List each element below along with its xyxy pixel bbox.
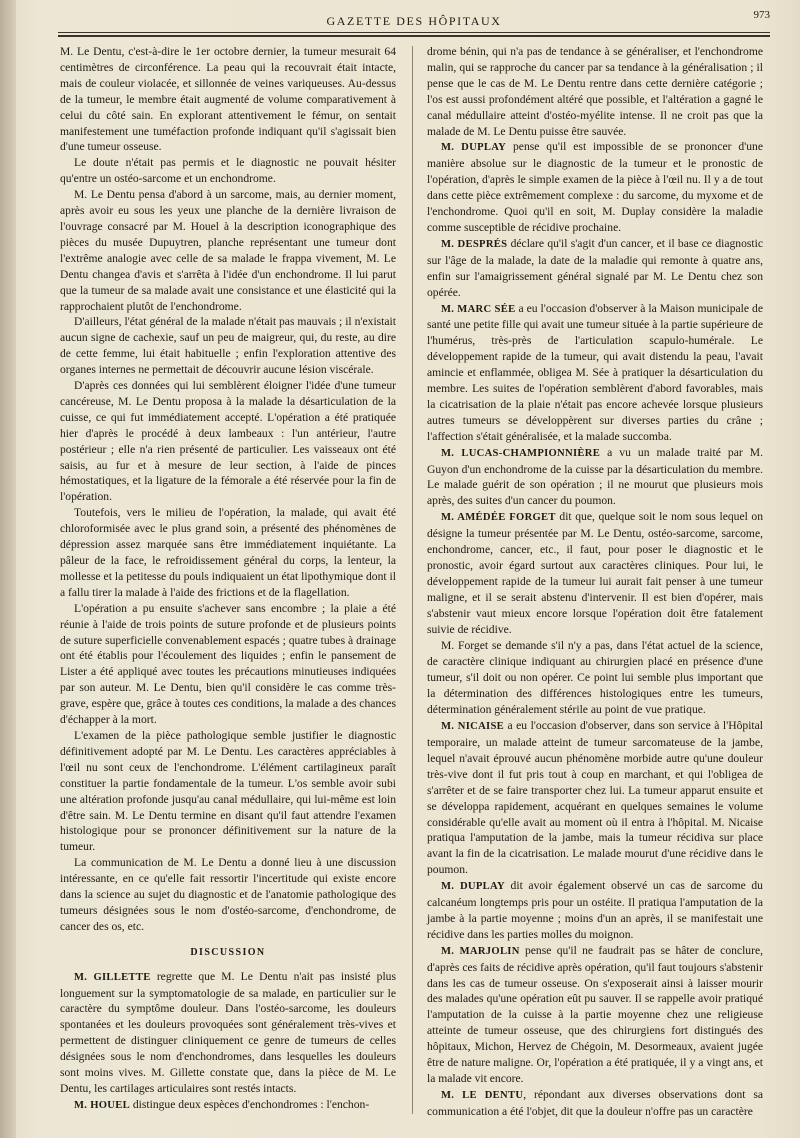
header-rule-thick [58,35,770,37]
discussion-entry [427,1087,763,1120]
discussion-entry [427,139,763,235]
discussion-entry [427,301,763,445]
page-number: 973 [753,9,770,21]
speaker-name: M. LUCAS-CHAMPIONNIÈRE [441,447,601,459]
discussion-heading: DISCUSSION [190,946,266,958]
speaker-text: a eu l'occasion d'observer, dans son service à l'Hôpital temporaire, un malade atteint de tumeur sarcomateuse de la jambe, lequel n'avait éprouvé aucun phénomène morbide autre qu'une douleur très-vive dont il fut pris tout à coup en marchant, et qui l'obligea de s'arrêter et de se faire transporter chez lui. La tumeur apparut ensuite et se développa rapidement, acquérant en quelques semaines le volume considérable qu'elle avait au moment où il entra à l'hôpital. M. Nicaise pratiqua l'amputation de la jambe, mais la tumeur récidiva sur place avant la fin de la cicatrisation. Le malade mourut d'une récidive dans le poumon. [427,719,764,877]
paragraph: D'après ces données qui lui semblèrent éloigner l'idée d'une tumeur cancéreuse, M. Le Dentu proposa à la malade la désarticulation de la cuisse, ce qui fut immédiatement accepté. L'opération a été pratiquée hier d'après le procédé à deux lambeaux : l'un antérieur, l'autre postérieur ; elle n'a rien présenté de particulier. Les vaisseaux ont été saisis, au fur et à mesure de leur section, à l'aide de pinces hémostatiques, et la ligature de la fémorale a été réservée pour la fin de l'opération. [60,379,396,504]
speaker-text: dit que, quelque soit le nom sous lequel on désigne la tumeur présentée par M. Le Dentu, ostéo-sarcome, sarcome, enchondrome, cancer, etc., il faut, pour poser le diagnostic et le pronostic, avoir égard surtout aux caractères cliniques. Pour lui, le développement rapide de la tumeur lui aurait fait penser à une tumeur maligne, et il se serait abstenu d'intervenir. Il est bien d'opérer, mais s'abstenir vaut mieux encore lorsque l'opération doit être fatalement suivie de récidive. [427,510,764,636]
speaker-text: pense qu'il est impossible de se prononcer d'une manière absolue sur le diagnostic de la tumeur et le pronostic de l'opération, d'après le simple examen de la pièce à l'œil nu. Il y a de tout dans cette pièce extrêmement complexe : du sarcome, du myxome et de l'enchondrome. Quoi qu'il en soit, M. Duplay considère la maladie comme susceptible de récidive prochaine. [427,140,763,234]
speaker-text: dit avoir également observé un cas de sarcome du calcanéum longtemps pris pour un ostéite. Il pratiqua l'amputation de la jambe à la partie moyenne ; moins d'un an après, il se manifestait une récidive dans les parties molles du moignon. [427,879,763,941]
speaker-text: pense qu'il ne faudrait pas se hâter de conclure, d'après ces faits de récidive après opération, qu'il faut toujours s'abstenir dans les cas de tumeur osseuse. On s'exposerait ainsi à laisser mourir des malades qu'une opération eût pu sauver. Il se rappelle avoir pratiqué l'amputation de la cuisse à la partie moyenne chez une religieuse atteinte de tumeur osseuse, que des chirurgiens fort distingués des hôpitaux, Michon, Hervez de Chégoin, M. Desormeaux, avaient jugée être de nature maligne. Or, l'opération a été pratiquée, il y a vingt ans, et la malade vit encore. [427,943,763,1085]
speaker-name: M. DUPLAY [441,881,505,893]
discussion-entry [60,969,396,1097]
running-title: GAZETTE DES HÔPITAUX [326,14,502,28]
paragraph: D'ailleurs, l'état général de la malade n'était pas mauvais ; il n'existait aucun signe de cachexie, sauf un peu de maigreur, qui, du reste, au dire de cette femme, lui était habituelle ; enfin l'exploration attentive des organes internes ne permettait de découvrir aucune lésion viscérale. [60,315,396,377]
discussion-entry [427,445,763,510]
speaker-name: M. AMÉDÉE FORGET [441,512,556,524]
discussion-entry [427,943,763,1087]
header-rule [58,32,770,33]
speaker-text: déclare qu'il s'agit d'un cancer, et il base ce diagnostic sur l'âge de la malade, la date de la maladie qui remonte à quatre ans, enfin sur l'amaigrissement général signalé par M. Le Dentu chez son opérée. [427,236,763,299]
speaker-text: distingue deux espèces d'enchondromes : l'enchon- [129,1097,370,1111]
paragraph: Toutefois, vers le milieu de l'opération, la malade, qui avait été chloroformisée avec le plus grand soin, a présenté des phénomènes de dépression assez marquée sans être immédiatement inquiétante. La pâleur de la face, le refroidissement général du corps, la lenteur, la mollesse et la petitesse du pouls indiquaient un état lipothymique dont il a fallu tirer la malade à l'aide des frictions et de la flagellation. [60,506,396,599]
paragraph: M. Le Dentu pensa d'abord à un sarcome, mais, au dernier moment, après avoir eu sous les yeux une planche de la dernière livraison de l'ouvrage consacré par M. Houel à la description iconographique des pièces du musée Dupuytren, planche représentant une tumeur dont l'extrême analogie avec celle de sa malade le frappa vivement, M. Le Dentu changea d'avis et s'arrêta à l'idée d'un enchondrome. Il lui parut que la tumeur de sa malade avait une consistance et une élasticité qui la rapprochaient plutôt de l'enchondrome. [60,188,396,313]
page-binding-shadow [0,0,16,1138]
speaker-name: M. MARJOLIN [441,945,520,957]
speaker-name: M. GILLETTE [74,971,151,983]
speaker-text: a eu l'occasion d'observer à la Maison municipale de santé une petite fille qui avait une tumeur située à la partie supérieure de l'humérus, très-près de l'articulation scapulo-humérale. Le développement rapide de la tumeur, qui avait distendu la peau, l'avait amincie et enflammée, obligea M. Sée à pratiquer la désarticulation du membre. Les suites de l'opération semblèrent d'abord favorables, mais la cicatrisation de la plaie n'était pas encore achevée lorsque plusieurs autres tumeurs se développèrent sur diverses parties du crâne ; l'affection s'était généralisée, et la malade succomba. [427,301,764,443]
paragraph: La communication de M. Le Dentu a donné lieu à une discussion intéressante, en ce qu'elle fait ressortir l'incertitude qui existe encore dans la science au sujet du diagnostic et de l'anatomie pathologique des tumeurs désignées sous le nom d'ostéo-sarcome, d'enchondrome, de cancer des os, etc. [60,856,396,933]
left-column [60,44,396,1114]
paragraph: L'opération a pu ensuite s'achever sans encombre ; la plaie a été réunie à l'aide de trois points de suture profonde et de plusieurs points de suture superficielle convenablement espacés ; quatre tubes à drainage ont été établis pour l'écoulement des liquides ; enfin le pansement de Lister a été appliqué avec toutes les précautions minutieuses indiquées par son auteur. M. Le Dentu, bien qu'il considère le cas comme très-grave, espère que, grâce à toutes ces conditions, la malade a des chances d'échapper à la mort. [60,601,396,727]
paragraph: L'examen de la pièce pathologique semble justifier le diagnostic définitivement adopté par M. Le Dentu. Les caractères appréciables à l'œil nu sont ceux de l'enchondrome. L'élément cartilagineux paraît constituer la partie fondamentale de la tumeur. L'os semble avoir subi une altération profonde jusqu'au canal médullaire, qui lui-même est loin d'être sain. M. Le Dentu termine en disant qu'il faut attendre l'examen histologique pour se prononcer définitivement sur la nature de la tumeur. [60,728,396,854]
discussion-entry [60,1097,396,1114]
speaker-name: M. DESPRÉS [441,238,508,250]
speaker-name: M. NICAISE [441,721,505,733]
discussion-entry [427,878,763,943]
speaker-name: M. MARC SÉE [441,303,516,315]
discussion-entry [427,638,763,719]
speaker-text: regrette que M. Le Dentu n'ait pas insisté plus longuement sur la symptomatologie de sa malade, en particulier sur le caractère du symptôme douleur. Dans l'ostéo-sarcome, les douleurs spontanées et les douleurs provoquées sont généralement très-vives et permettent de distinguer cliniquement ce genre de tumeurs de celles désignées sous le nom d'enchondromes, dans lesquelles les douleurs sont moins vives. M. Gillette constate que, dans la pièce de M. Le Dentu, les cartilages articulaires sont restés intacts. [60,969,396,1095]
discussion-entry [427,509,763,637]
speaker-text: a vu un malade traité par M. Guyon d'un enchondrome de la cuisse par la désarticulation du membre. Le malade guérit de son opération ; il ne mourut que plusieurs mois après, des suites d'un cancer du poumon. [427,445,763,508]
speaker-name: M. HOUEL [74,1099,130,1111]
paragraph: drome bénin, qui n'a pas de tendance à se généraliser, et l'enchondrome malin, qui se rapproche du cancer par sa tendance à la généralisation ; il pense que le cas de M. Le Dentu rentre dans cette dernière catégorie ; l'os est aussi profondément altéré que possible, et l'altération a gagné le canal médullaire atteint d'ostéo-myélite intense. Il ne croit pas que la malade de M. Le Dentu puisse être sauvée. [427,45,763,138]
speaker-text: M. Forget se demande s'il n'y a pas, dans l'état actuel de la science, de caractère clinique indiquant au chirurgien placé en présence d'une tumeur, s'il doit ou non opérer. Ce point lui semble plus important que la détermination des différences histologiques entre les tumeurs, détermination généralement stérile au point de vue pratique. [427,638,763,717]
speaker-name: M. LE DENTU [441,1089,524,1101]
discussion-entry [427,718,763,878]
paragraph: M. Le Dentu, c'est-à-dire le 1er octobre dernier, la tumeur mesurait 64 centimètres de circonférence. La peau qui la recouvrait était intacte, mais de couleur violacée, et sillonnée de veines variqueuses. Au-dessus de la tumeur, le membre était augmenté de volume comparativement à celui du côté sain. En explorant attentivement le fémur, on sentait manifestement une tuméfaction profonde indiquant qu'il s'agissait bien d'une tumeur osseuse. [60,45,396,154]
speaker-text: , répondant aux diverses observations dont sa communication a été l'objet, dit que la douleur n'offre pas un caractère [427,1087,763,1118]
discussion-entry [427,236,763,301]
speaker-name: M. DUPLAY [441,142,507,154]
right-column [427,44,763,1120]
paragraph: Le doute n'était pas permis et le diagnostic ne pouvait hésiter qu'entre un ostéo-sarcome et un enchondrome. [60,156,396,186]
column-divider [412,46,413,1114]
